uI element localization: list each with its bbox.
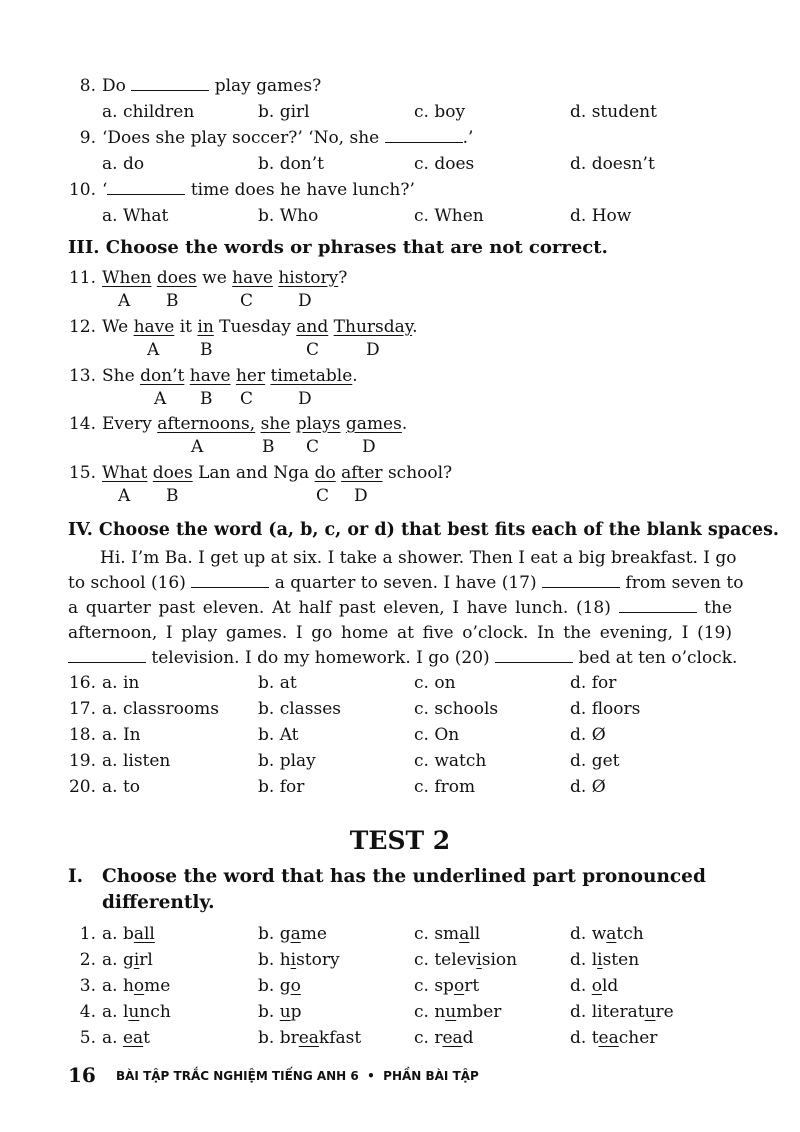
question-number: 1. [79,924,96,944]
sentence: When does we have history? [102,268,348,288]
question-number: 13. [68,366,96,386]
option-c: c. schools [414,699,499,719]
question-number: 11. [68,268,96,288]
blank-18 [619,596,697,613]
error-item-15 [0,461,800,485]
options-18 [0,723,800,747]
option-b: b. At [258,725,299,745]
question-number: 2. [79,950,96,970]
page-number: 16 [68,1063,96,1087]
reading-passage [68,546,744,671]
option-d: d. for [570,673,617,693]
passage-line: Hi. I’m Ba. I get up at six. I take a shower. Then I eat a big breakfast. I go [100,548,737,568]
section-4-heading: IV. Choose the word (a, b, c, or d) that best fits each of the blank spaces. [68,520,780,540]
option-a: a. do [102,154,145,174]
test-2-heading-cont: differently. [102,892,215,913]
blank-19 [68,646,146,663]
question-number: 3. [79,976,96,996]
option-b: b. don’t [258,154,324,174]
option-d: d. literature [570,1002,674,1022]
option-a: a. eat [102,1028,150,1048]
pron-item-2 [0,948,800,972]
answer-blank [385,126,463,143]
option-d: d. watch [570,924,644,944]
option-c: c. watch [414,751,487,771]
test-2-heading-num: I. [68,866,84,887]
letter-c: C [306,437,320,457]
question-number: 19. [68,751,96,771]
question-number: 5. [79,1028,96,1048]
option-d: d. get [570,751,620,771]
option-c: c. boy [414,102,466,122]
passage-line: television. I do my homework. I go (20) bed at ten o’clock. [68,646,732,671]
pron-item-5 [0,1026,800,1050]
letter-a: A [191,437,204,457]
letter-b: B [200,389,213,409]
option-b: b. up [258,1002,302,1022]
question-number: 17. [68,699,96,719]
option-b: b. Who [258,206,319,226]
letter-a: A [147,340,160,360]
letter-c: C [306,340,320,360]
options-9 [0,152,800,176]
test-2-title: TEST 2 [349,826,451,855]
passage-line: to school (16) a quarter to seven. I have (17) from seven to [68,573,744,593]
letter-d: D [362,437,376,457]
letter-d: D [366,340,380,360]
option-d: d. student [570,102,657,122]
letter-b: B [166,486,179,506]
option-c: c. television [414,950,518,970]
question-number: 10. [68,180,96,200]
option-a: a. What [102,206,169,226]
option-b: b. play [258,751,316,771]
section-3-heading: III. Choose the words or phrases that are not correct. [68,237,608,258]
option-c: c. sport [414,976,480,996]
option-a: a. listen [102,751,171,771]
sentence: Every afternoons, she plays games. [102,414,408,434]
option-a: a. In [102,725,141,745]
option-b: b. breakfast [258,1028,362,1048]
blank-20 [495,646,573,663]
options-20 [0,775,800,799]
question-number: 9. [79,128,96,148]
option-c: c. On [414,725,460,745]
letter-d: D [298,389,312,409]
question-number: 15. [68,463,96,483]
answer-blank [107,178,185,195]
option-a: a. to [102,777,141,797]
sentence: What does Lan and Nga do after school? [102,463,453,483]
option-c: c. number [414,1002,502,1022]
option-d: d. old [570,976,619,996]
option-a: a. classrooms [102,699,219,719]
option-a: a. girl [102,950,153,970]
option-d: d. teacher [570,1028,658,1048]
question-number: 12. [68,317,96,337]
bullet-separator: • [367,1069,375,1083]
options-8 [0,100,800,124]
letter-a: A [118,291,131,311]
question-number: 14. [68,414,96,434]
option-c: c. read [414,1028,474,1048]
question-9 [0,126,800,150]
option-d: d. doesn’t [570,154,655,174]
option-b: b. girl [258,102,310,122]
option-d: d. floors [570,699,641,719]
option-d: d. Ø [570,725,606,745]
option-b: b. history [258,950,340,970]
question-number: 16. [68,673,96,693]
option-a: a. home [102,976,171,996]
pron-item-4 [0,1000,800,1024]
error-item-11 [0,266,800,290]
question-text: ‘Does she play soccer?’ ‘No, she .’ [102,128,474,148]
blank-17 [542,571,620,588]
error-item-14 [0,412,800,436]
question-number: 20. [68,777,96,797]
passage-line: a quarter past eleven. At half past eleven, I have lunch. (18) the [68,598,733,618]
option-d: d. listen [570,950,640,970]
question-text: Do play games? [102,76,322,96]
letter-a: A [154,389,167,409]
options-10 [0,204,800,228]
letter-b: B [262,437,275,457]
options-17 [0,697,800,721]
option-d: d. How [570,206,632,226]
letter-c: C [240,291,254,311]
letter-b: B [166,291,179,311]
letter-d: D [298,291,312,311]
option-b: b. classes [258,699,342,719]
option-b: b. at [258,673,297,693]
question-number: 4. [79,1002,96,1022]
option-a: a. in [102,673,140,693]
letter-c: C [240,389,254,409]
question-number: 18. [68,725,96,745]
option-c: c. does [414,154,475,174]
error-item-13 [0,364,800,388]
option-c: c. small [414,924,481,944]
letter-a: A [118,486,131,506]
footer-title: BÀI TẬP TRẮC NGHIỆM TIẾNG ANH 6 • PHẦN BÀI TẬP [116,1069,479,1083]
option-b: b. game [258,924,327,944]
options-16 [0,671,800,695]
option-b: b. for [258,777,305,797]
question-8 [0,74,800,98]
sentence: She don’t have her timetable. [102,366,358,386]
option-c: c. on [414,673,456,693]
answer-blank [131,74,209,91]
question-number: 8. [79,76,96,96]
error-item-12 [0,315,800,339]
option-c: c. When [414,206,484,226]
passage-line: afternoon, I play games. I go home at five o’clock. In the evening, I (19) [68,623,732,643]
letter-c: C [316,486,330,506]
sentence: We have it in Tuesday and Thursday. [102,317,418,337]
option-c: c. from [414,777,476,797]
test-2-heading: Choose the word that has the underlined part pronounced [102,866,706,887]
pron-item-3 [0,974,800,998]
blank-16 [191,571,269,588]
option-a: a. lunch [102,1002,171,1022]
option-b: b. go [258,976,301,996]
question-10 [0,178,800,202]
question-text: ‘ time does he have lunch?’ [102,180,415,200]
letter-d: D [354,486,368,506]
option-a: a. children [102,102,195,122]
pron-item-1 [0,922,800,946]
letter-b: B [200,340,213,360]
options-19 [0,749,800,773]
option-a: a. ball [102,924,155,944]
option-d: d. Ø [570,777,606,797]
